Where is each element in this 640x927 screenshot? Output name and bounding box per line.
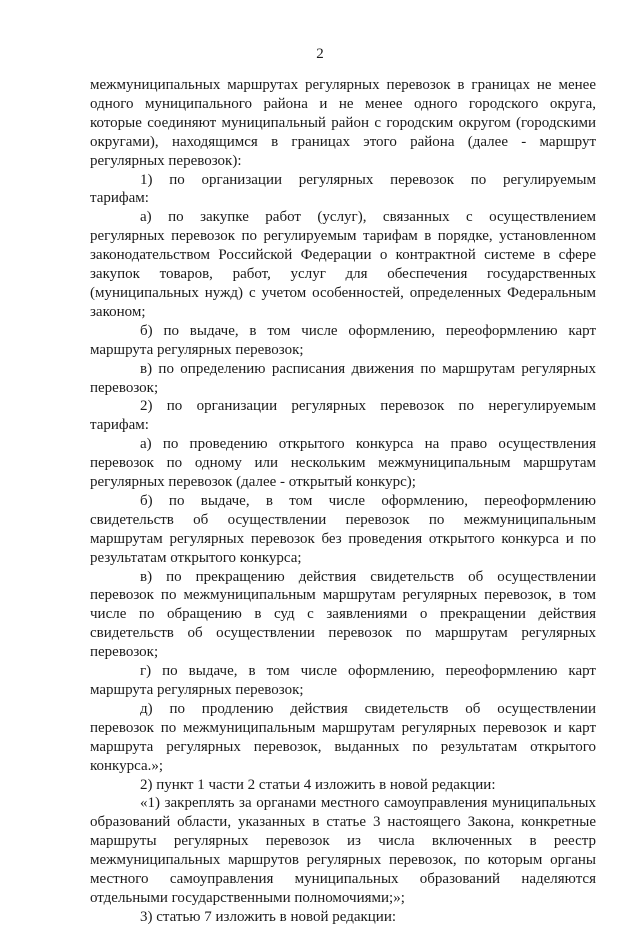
text-line: «1) закреплять за органами местного самоуправления муниципальных [140,795,596,812]
text-line: маршрутам регулярных перевозок без проведения открытого конкурса и по [90,530,596,547]
text-line: маршруты регулярных перевозок из числа включенных в реестр [90,833,596,850]
text-line: 2) пункт 1 части 2 статьи 4 изложить в новой редакции: [140,776,496,793]
text-line: межмуниципальных маршрутов регулярных перевозок, по которым органы [90,852,596,869]
text-line: маршрута регулярных перевозок, выданных по результатам открытого [90,738,596,755]
text-line: одного муниципального района и не менее одного городского округа, [90,95,596,112]
text-line: г) по выдаче, в том числе оформлению, переоформлению карт [140,663,596,680]
text-line: маршрута регулярных перевозок; [90,341,304,358]
text-line: 1) по организации регулярных перевозок по регулируемым [140,171,596,188]
text-line: в) по определению расписания движения по маршрутам регулярных [140,360,596,377]
text-line: свидетельств об осуществлении перевозок по маршрутам регулярных [90,625,596,642]
text-line: перевозок по межмуниципальным маршрутам регулярных перевозок, в том [90,587,596,604]
text-line: регулярных перевозок): [90,152,242,169]
text-line: (муниципальных нужд) с учетом особенностей, определенных Федеральным [90,284,596,301]
text-line: конкурса.»; [90,757,164,774]
text-line: 3) статью 7 изложить в новой редакции: [140,908,397,925]
text-line: а) по проведению открытого конкурса на право осуществления [140,436,596,453]
text-line: образований области, указанных в статье 3 настоящего Закона, конкретные [90,814,596,831]
text-line: перевозок по одному или нескольким межмуниципальным маршрутам [90,455,596,472]
text-line: а) по закупке работ (услуг), связанных с осуществлением [140,209,596,226]
text-line: тарифам: [90,190,149,207]
text-line: которые соединяют муниципальный район с городским округом (городскими [90,114,596,131]
text-line: б) по выдаче, в том числе оформлению, переоформлению [140,492,596,509]
page-number: 2 [316,46,324,62]
text-line: местного самоуправления муниципальных образований наделяются [90,871,596,888]
text-line: округами), находящимся в границах этого района (далее - маршрут [90,133,596,150]
text-line: межмуниципальных маршрутах регулярных перевозок в границах не менее [90,77,596,93]
text-line: результатам открытого конкурса; [90,549,302,566]
text-line: числе по обращению в суд с заявлениями о прекращении действия [90,606,596,623]
document-body [90,76,596,927]
text-line: перевозок; [90,644,159,661]
text-line: регулярных перевозок (далее - открытый конкурс); [90,474,416,491]
text-line: тарифам: [90,417,149,434]
text-line: закупок товаров, работ, услуг для обеспечения государственных [90,266,596,283]
text-line: законодательством Российской Федерации о контрактной системе в сфере [90,247,596,264]
text-line: маршрута регулярных перевозок; [90,682,304,698]
text-line: перевозок по межмуниципальным маршрутам регулярных перевозок и карт [90,719,596,736]
text-line: д) по продлению действия свидетельств об осуществлении [140,700,596,717]
text-line: отдельными государственными полномочиями;»; [90,889,405,906]
text-line: регулярных перевозок по регулируемым тарифам в порядке, установленном [90,228,596,245]
text-line: законом; [90,303,146,320]
text-line: в) по прекращению действия свидетельств об осуществлении [140,568,596,585]
text-line: б) по выдаче, в том числе оформлению, переоформлению карт [140,322,596,339]
text-line: свидетельств об осуществлении перевозок по межмуниципальным [90,511,596,528]
text-line: 2) по организации регулярных перевозок по нерегулируемым [140,398,596,415]
text-line: перевозок; [90,379,159,396]
